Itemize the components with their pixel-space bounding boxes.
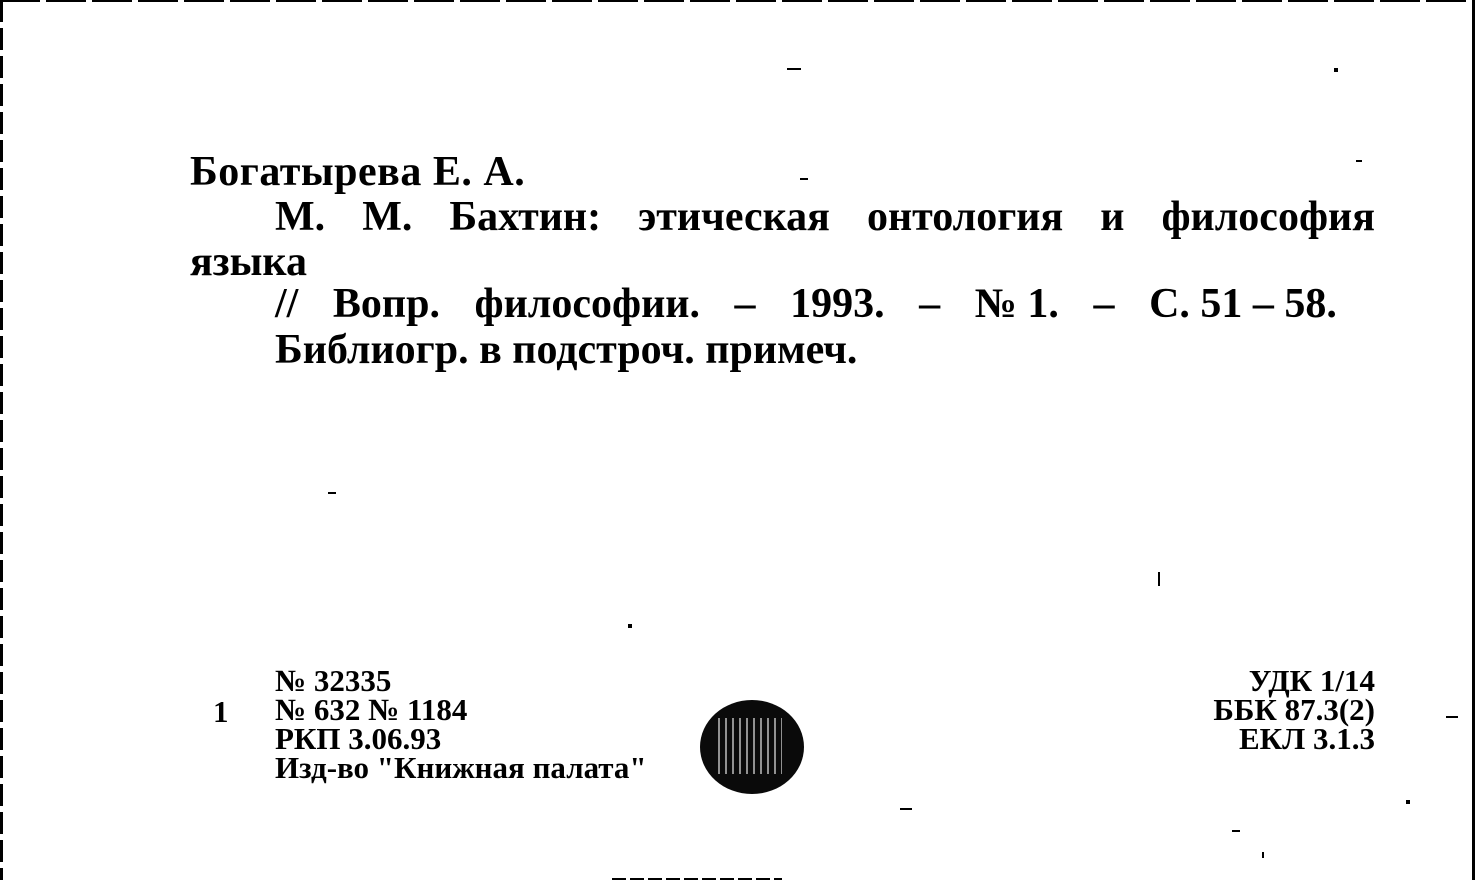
publisher-line: № 632 № 1184 [275,692,468,727]
entry-bibliography-note: Библиогр. в подстроч. примеч. [275,327,858,373]
title-word: М. [362,194,413,240]
source-part: – [1093,281,1115,327]
source-part: № 1. [974,281,1059,327]
scan-speck [328,492,336,494]
source-part: Вопр. [332,281,440,327]
classification-block [1170,663,1375,756]
title-word: этическая [638,194,830,240]
title-word: философия [1161,194,1375,240]
scan-speck [1356,160,1362,162]
scan-speck [1232,830,1240,832]
stamp-hatching [718,718,782,774]
source-part: 1993. [790,281,885,327]
scan-speck [800,178,808,180]
card-number: 1 [213,694,229,729]
entry-title-line [275,193,1375,241]
card-top-edge [0,0,1475,2]
publisher-line: Изд-во "Книжная палата" [275,750,647,785]
scan-speck [1262,852,1264,858]
scan-speck [1334,68,1338,72]
round-ink-stamp-icon [700,700,804,794]
publisher-line: РКП 3.06.93 [275,721,442,756]
source-part: – [734,281,756,327]
entry-source [275,280,1337,328]
source-part: // [275,281,299,327]
source-part: философии. [474,281,700,327]
title-word: Бахтин: [449,194,602,240]
card-left-edge [0,0,3,880]
classification-line: УДК 1/14 [1248,663,1375,698]
classification-line: ЕКЛ 3.1.3 [1238,721,1375,756]
scan-speck [1158,572,1160,586]
title-word: онтология [866,194,1064,240]
publisher-line: № 32335 [275,663,392,698]
scan-speck [1446,716,1458,718]
entry-title-continuation: языка [190,239,307,285]
source-part: – [919,281,941,327]
publisher-block [275,663,647,785]
title-word: и [1100,194,1125,240]
scan-speck [1406,800,1410,804]
classification-line: ББК 87.3(2) [1213,692,1375,727]
scan-speck [900,808,912,810]
scan-speck [787,68,801,70]
entry-author: Богатырева Е. А. [190,149,526,195]
title-word: М. [275,194,326,240]
source-part: С. 51 – 58. [1149,281,1337,327]
scan-speck [628,624,632,628]
